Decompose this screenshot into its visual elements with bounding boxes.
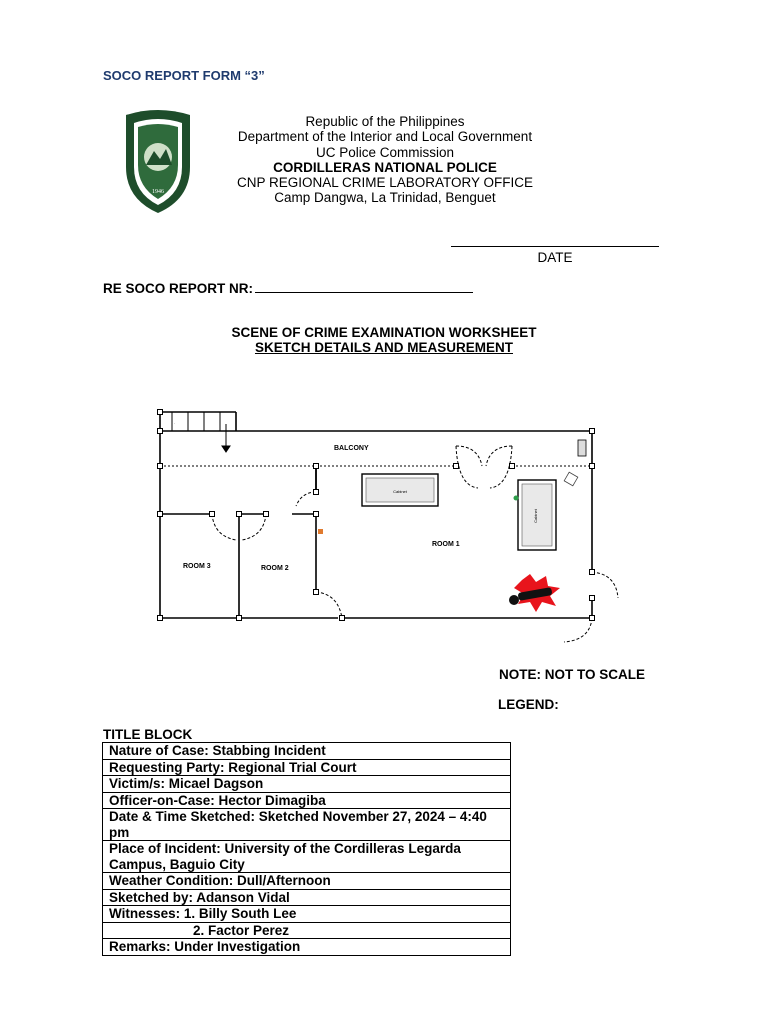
stairs (172, 412, 230, 452)
cabinet-2 (518, 480, 556, 550)
officer-on-case: Officer-on-Case: Hector Dimagiba (103, 792, 511, 809)
wall-fixture-icon (578, 440, 586, 456)
date-signature-line (451, 246, 659, 247)
header-block (218, 114, 552, 206)
table-row (103, 906, 511, 923)
note-not-to-scale: NOTE: NOT TO SCALE (499, 667, 646, 682)
university-seal-logo (120, 107, 196, 215)
label-room-3: ROOM 3 (183, 563, 211, 570)
soco-report-number (103, 280, 473, 296)
soco-report-blank-line (255, 280, 473, 293)
requesting-party: Requesting Party: Regional Trial Court (103, 759, 511, 776)
small-chair-icon (564, 472, 578, 486)
worksheet-subtitle: SKETCH DETAILS AND MEASUREMENT (254, 340, 513, 355)
sketched-by: Sketched by: Adanson Vidal (103, 889, 511, 906)
cabinet-2-label: Cabinet (533, 509, 538, 523)
crime-scene-sketch (152, 402, 628, 650)
header-line-1: Republic of the Philippines (305, 114, 465, 129)
soco-report-label: RE SOCO REPORT NR: (103, 281, 254, 296)
cabinet-1 (362, 474, 438, 506)
label-room-1: ROOM 1 (432, 541, 460, 548)
remarks: Remarks: Under Investigation (103, 939, 511, 956)
table-row (103, 873, 511, 890)
header-line-4: CORDILLERAS NATIONAL POLICE (273, 159, 497, 175)
table-row (103, 743, 511, 760)
table-row (103, 889, 511, 906)
stair-dot: . (174, 420, 176, 425)
table-row (103, 922, 511, 939)
header-line-2: Department of the Interior and Local Government (237, 129, 533, 145)
table-row (103, 792, 511, 809)
cabinet-1-label: Cabinet (393, 489, 407, 494)
table-row (103, 939, 511, 956)
witness-2: 2. Factor Perez (193, 922, 290, 938)
label-balcony: BALCONY (334, 445, 369, 452)
table-row (103, 841, 511, 873)
nature-of-case: Nature of Case: Stabbing Incident (103, 743, 511, 760)
legend-label: LEGEND: (498, 697, 559, 712)
title-block-table (102, 742, 511, 956)
table-row (103, 776, 511, 793)
header-line-6: Camp Dangwa, La Trinidad, Benguet (274, 190, 496, 206)
orange-evidence-marker (318, 529, 323, 534)
victim-body-icon (509, 574, 560, 612)
victims: Victim/s: Micael Dagson (103, 776, 511, 793)
green-evidence-marker (514, 496, 519, 501)
witness-2-cell (103, 922, 511, 939)
label-room-2: ROOM 2 (261, 565, 289, 572)
form-title: SOCO REPORT FORM “3” (103, 68, 265, 83)
place-of-incident: Place of Incident: University of the Cordilleras Legarda Campus, Baguio City (103, 841, 511, 873)
date-time-sketched: Date & Time Sketched: Sketched November 27, 2024 – 4:40 pm (103, 809, 511, 841)
worksheet-title-block (160, 325, 608, 355)
weather-condition: Weather Condition: Dull/Afternoon (103, 873, 511, 890)
worksheet-title: SCENE OF CRIME EXAMINATION WORKSHEET (231, 325, 537, 340)
svg-text:1946: 1946 (152, 189, 164, 195)
table-row (103, 759, 511, 776)
header-line-3: UC Police Commission (315, 144, 455, 160)
witness-1: Witnesses: 1. Billy South Lee (103, 906, 511, 923)
table-row (103, 809, 511, 841)
header-line-5: CNP REGIONAL CRIME LABORATORY OFFICE (236, 175, 534, 191)
title-block-heading: TITLE BLOCK (103, 727, 193, 742)
date-label: DATE (537, 250, 573, 265)
